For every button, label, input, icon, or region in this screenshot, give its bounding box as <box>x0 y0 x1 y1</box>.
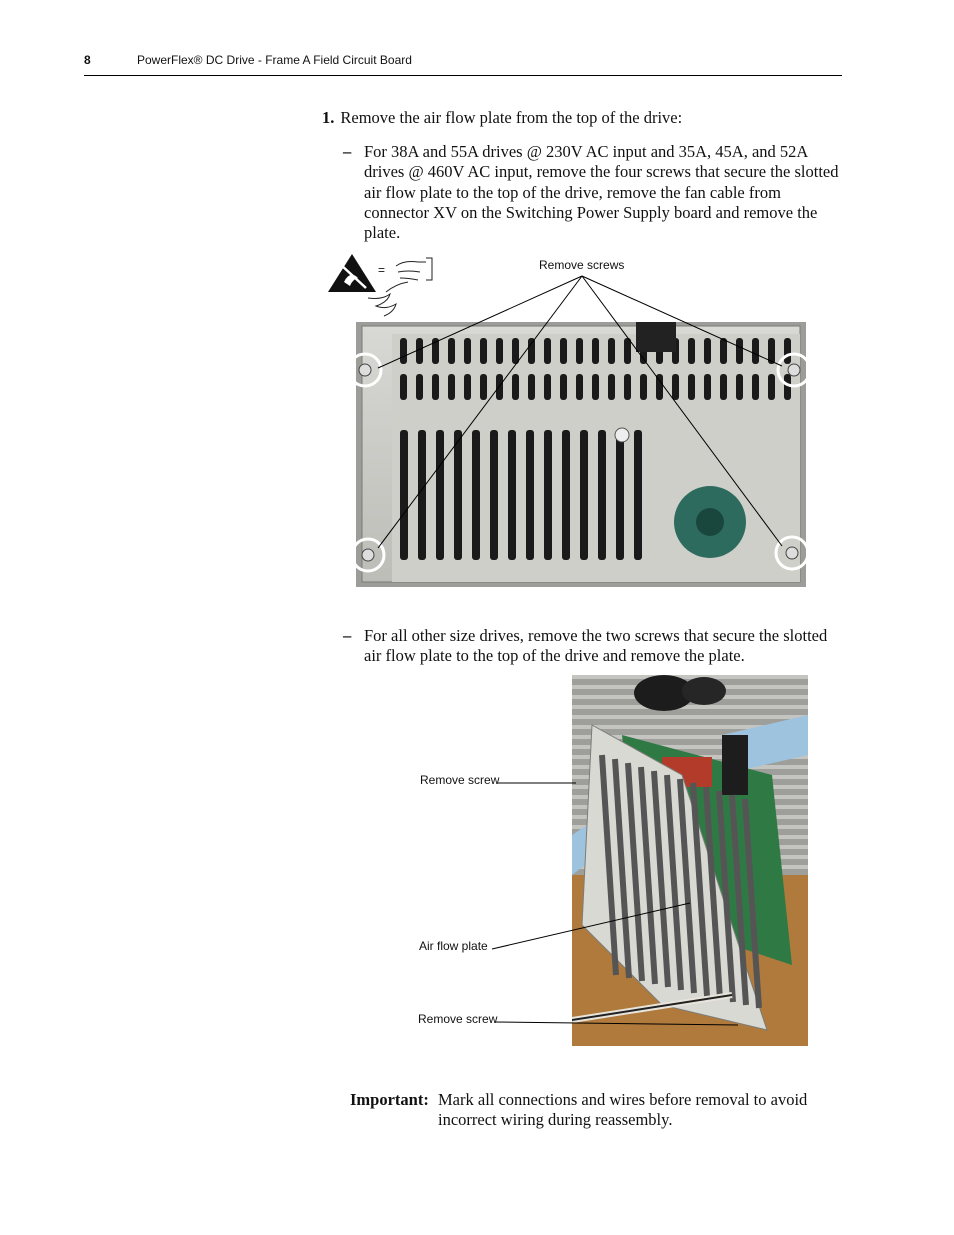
plate-slot <box>544 374 551 400</box>
bullet-item <box>343 142 843 243</box>
plate-slot <box>608 338 615 364</box>
plate-slot <box>608 374 615 400</box>
plate-slot <box>400 430 408 560</box>
plate-slot <box>512 374 519 400</box>
plate-slot <box>704 338 711 364</box>
plate-slot <box>464 338 471 364</box>
plate-slot <box>598 430 606 560</box>
plate-slot <box>592 374 599 400</box>
plate-slot <box>432 374 439 400</box>
plate-slot <box>752 374 759 400</box>
plate-slot <box>616 430 624 560</box>
plate-slot <box>400 338 407 364</box>
plate-slot <box>416 374 423 400</box>
plate-slot <box>496 338 503 364</box>
bullet-text: For 38A and 55A drives @ 230V AC input and 35A, 45A, and 52A drives @ 460V AC input, remove the four screws that secure the slotted air flow plate to the top of the drive, remove the fan cable from connector XV on the Switching Power Supply board and remove the plate. <box>364 142 839 243</box>
figure2-label-air-flow-plate: Air flow plate <box>419 939 488 953</box>
plate-slot <box>768 374 775 400</box>
plate-slot <box>544 338 551 364</box>
page-number: 8 <box>84 53 91 67</box>
plate-slot <box>400 374 407 400</box>
plate-slot <box>464 374 471 400</box>
figure2-label-remove-screw-top: Remove screw <box>420 773 500 787</box>
bullet-dash: – <box>343 626 352 645</box>
plate-slot <box>720 374 727 400</box>
plate-slot <box>576 374 583 400</box>
header-rule <box>84 75 842 76</box>
plate-slot <box>416 338 423 364</box>
plate-slot <box>512 338 519 364</box>
plate-slot <box>688 374 695 400</box>
plate-slot <box>640 374 647 400</box>
plate-slot <box>560 338 567 364</box>
step-1 <box>322 108 682 128</box>
plate-slot <box>528 374 535 400</box>
plate-slot <box>418 430 426 560</box>
plate-slot <box>560 374 567 400</box>
plate-slot <box>736 374 743 400</box>
plate-slot <box>544 430 552 560</box>
bullet-dash: – <box>343 142 352 161</box>
plate-slot <box>736 338 743 364</box>
plate-slot <box>576 338 583 364</box>
plate-slot <box>688 338 695 364</box>
figure2-leader-lines <box>400 660 840 1060</box>
plate-slot <box>528 338 535 364</box>
plate-slot <box>448 338 455 364</box>
plate-slot <box>508 430 516 560</box>
important-text: Mark all connections and wires before removal to avoid incorrect wiring during reassembly. <box>438 1090 808 1130</box>
plate-slot <box>580 430 588 560</box>
esd-equals: = <box>378 263 386 277</box>
plate-slot <box>720 338 727 364</box>
bullet-text: For all other size drives, remove the two screws that secure the slotted air flow plate to the top of the drive and remove the plate. <box>364 626 828 666</box>
plate-slot <box>624 338 631 364</box>
plate-slot <box>448 374 455 400</box>
plate-slot <box>490 430 498 560</box>
plate-slot <box>562 430 570 560</box>
important-label: Important: <box>350 1090 429 1109</box>
plate-slot <box>704 374 711 400</box>
figure2-label-remove-screw-bottom: Remove screw <box>418 1012 498 1026</box>
plate-slot <box>472 430 480 560</box>
plate-slot <box>752 338 759 364</box>
running-header: PowerFlex® DC Drive - Frame A Field Circuit Board <box>137 53 412 67</box>
plate-slot <box>624 374 631 400</box>
plate-slot <box>672 374 679 400</box>
figure1-label: Remove screws <box>539 258 625 272</box>
plate-slot <box>436 430 444 560</box>
plate-slot <box>496 374 503 400</box>
drive-top-photo <box>320 250 840 595</box>
plate-slot <box>784 338 791 364</box>
plate-slot <box>454 430 462 560</box>
step-text: Remove the air flow plate from the top of the drive: <box>340 108 683 127</box>
plate-slot <box>526 430 534 560</box>
plate-slot <box>480 374 487 400</box>
plate-slot <box>592 338 599 364</box>
plate-slot <box>634 430 642 560</box>
plate-slot <box>480 338 487 364</box>
step-number: 1. <box>322 108 335 127</box>
